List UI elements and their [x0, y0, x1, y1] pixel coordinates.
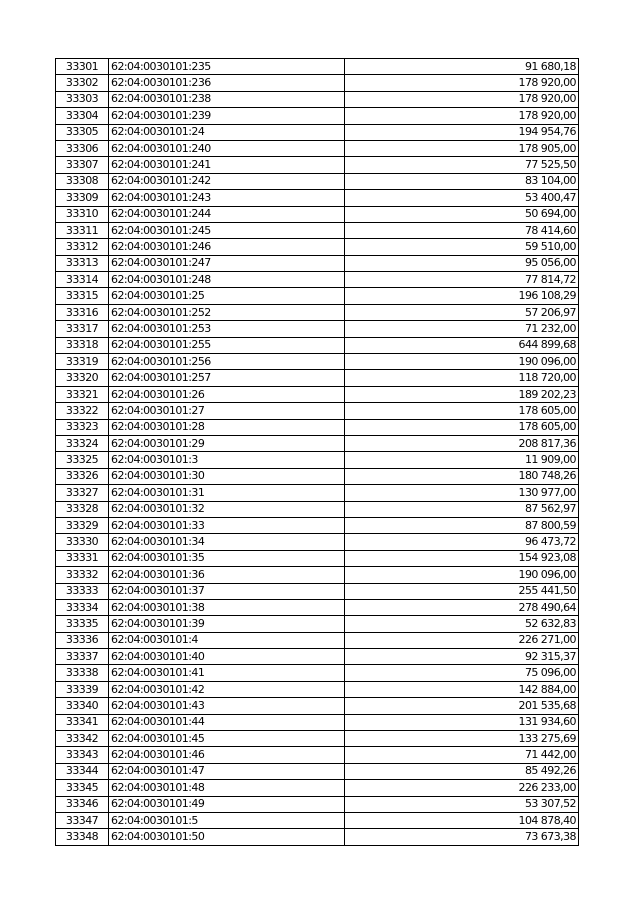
- table-row: [56, 829, 579, 845]
- cadastral-value-cell: 83 104,00: [345, 173, 579, 189]
- cadastral-value-cell: 52 632,83: [345, 616, 579, 632]
- cadastral-value-cell: 644 899,68: [345, 337, 579, 353]
- cadastral-value-table: [55, 58, 579, 846]
- cadastral-value-cell: 131 934,60: [345, 714, 579, 730]
- table-row: [56, 780, 579, 796]
- table-row: [56, 59, 579, 75]
- row-number-cell: 33302: [56, 75, 109, 91]
- cadastral-number-cell: 62:04:0030101:43: [109, 698, 345, 714]
- table-row: [56, 140, 579, 156]
- row-number-cell: 33322: [56, 403, 109, 419]
- cadastral-number-cell: 62:04:0030101:3: [109, 452, 345, 468]
- cadastral-value-cell: 178 920,00: [345, 75, 579, 91]
- row-number-cell: 33327: [56, 485, 109, 501]
- cadastral-number-cell: 62:04:0030101:241: [109, 157, 345, 173]
- table-row: [56, 796, 579, 812]
- row-number-cell: 33306: [56, 140, 109, 156]
- table-row: [56, 255, 579, 271]
- cadastral-value-cell: 11 909,00: [345, 452, 579, 468]
- cadastral-value-cell: 208 817,36: [345, 435, 579, 451]
- cadastral-value-cell: 133 275,69: [345, 731, 579, 747]
- table-row: [56, 517, 579, 533]
- table-row: [56, 435, 579, 451]
- cadastral-number-cell: 62:04:0030101:34: [109, 534, 345, 550]
- cadastral-value-cell: 130 977,00: [345, 485, 579, 501]
- table-row: [56, 403, 579, 419]
- table-row: [56, 354, 579, 370]
- table-row: [56, 452, 579, 468]
- cadastral-value-cell: 77 814,72: [345, 272, 579, 288]
- cadastral-number-cell: 62:04:0030101:50: [109, 829, 345, 845]
- cadastral-value-cell: 57 206,97: [345, 304, 579, 320]
- cadastral-number-cell: 62:04:0030101:28: [109, 419, 345, 435]
- row-number-cell: 33312: [56, 239, 109, 255]
- cadastral-number-cell: 62:04:0030101:246: [109, 239, 345, 255]
- cadastral-value-cell: 142 884,00: [345, 681, 579, 697]
- table-row: [56, 91, 579, 107]
- row-number-cell: 33305: [56, 124, 109, 140]
- cadastral-number-cell: 62:04:0030101:49: [109, 796, 345, 812]
- cadastral-value-cell: 196 108,29: [345, 288, 579, 304]
- cadastral-number-cell: 62:04:0030101:44: [109, 714, 345, 730]
- cadastral-number-cell: 62:04:0030101:253: [109, 321, 345, 337]
- cadastral-number-cell: 62:04:0030101:27: [109, 403, 345, 419]
- cadastral-value-cell: 50 694,00: [345, 206, 579, 222]
- table-row: [56, 583, 579, 599]
- cadastral-number-cell: 62:04:0030101:25: [109, 288, 345, 304]
- cadastral-number-cell: 62:04:0030101:30: [109, 468, 345, 484]
- table-row: [56, 812, 579, 828]
- table-row: [56, 665, 579, 681]
- cadastral-value-cell: 226 233,00: [345, 780, 579, 796]
- cadastral-value-cell: 85 492,26: [345, 763, 579, 779]
- cadastral-number-cell: 62:04:0030101:4: [109, 632, 345, 648]
- row-number-cell: 33323: [56, 419, 109, 435]
- cadastral-value-cell: 180 748,26: [345, 468, 579, 484]
- cadastral-value-cell: 178 920,00: [345, 91, 579, 107]
- cadastral-number-cell: 62:04:0030101:32: [109, 501, 345, 517]
- table-row: [56, 222, 579, 238]
- cadastral-number-cell: 62:04:0030101:236: [109, 75, 345, 91]
- row-number-cell: 33307: [56, 157, 109, 173]
- table-row: [56, 763, 579, 779]
- cadastral-value-cell: 154 923,08: [345, 550, 579, 566]
- row-number-cell: 33346: [56, 796, 109, 812]
- row-number-cell: 33303: [56, 91, 109, 107]
- cadastral-value-cell: 178 920,00: [345, 108, 579, 124]
- cadastral-number-cell: 62:04:0030101:242: [109, 173, 345, 189]
- cadastral-value-cell: 73 673,38: [345, 829, 579, 845]
- row-number-cell: 33304: [56, 108, 109, 124]
- cadastral-number-cell: 62:04:0030101:26: [109, 386, 345, 402]
- table-row: [56, 567, 579, 583]
- cadastral-number-cell: 62:04:0030101:33: [109, 517, 345, 533]
- cadastral-number-cell: 62:04:0030101:42: [109, 681, 345, 697]
- cadastral-value-cell: 226 271,00: [345, 632, 579, 648]
- cadastral-number-cell: 62:04:0030101:47: [109, 763, 345, 779]
- row-number-cell: 33331: [56, 550, 109, 566]
- row-number-cell: 33319: [56, 354, 109, 370]
- cadastral-value-cell: 78 414,60: [345, 222, 579, 238]
- cadastral-number-cell: 62:04:0030101:39: [109, 616, 345, 632]
- cadastral-number-cell: 62:04:0030101:41: [109, 665, 345, 681]
- table-row: [56, 649, 579, 665]
- cadastral-number-cell: 62:04:0030101:247: [109, 255, 345, 271]
- cadastral-number-cell: 62:04:0030101:31: [109, 485, 345, 501]
- cadastral-value-cell: 87 562,97: [345, 501, 579, 517]
- cadastral-value-cell: 59 510,00: [345, 239, 579, 255]
- cadastral-value-cell: 190 096,00: [345, 567, 579, 583]
- cadastral-value-cell: 278 490,64: [345, 599, 579, 615]
- table-row: [56, 288, 579, 304]
- cadastral-number-cell: 62:04:0030101:257: [109, 370, 345, 386]
- table-row: [56, 485, 579, 501]
- row-number-cell: 33325: [56, 452, 109, 468]
- cadastral-number-cell: 62:04:0030101:37: [109, 583, 345, 599]
- cadastral-value-cell: 95 056,00: [345, 255, 579, 271]
- table-body: [56, 59, 579, 846]
- cadastral-value-cell: 104 878,40: [345, 812, 579, 828]
- cadastral-value-cell: 178 905,00: [345, 140, 579, 156]
- cadastral-number-cell: 62:04:0030101:29: [109, 435, 345, 451]
- table-row: [56, 714, 579, 730]
- row-number-cell: 33315: [56, 288, 109, 304]
- row-number-cell: 33336: [56, 632, 109, 648]
- row-number-cell: 33344: [56, 763, 109, 779]
- row-number-cell: 33308: [56, 173, 109, 189]
- table-row: [56, 239, 579, 255]
- table-row: [56, 550, 579, 566]
- table-row: [56, 337, 579, 353]
- row-number-cell: 33313: [56, 255, 109, 271]
- table-row: [56, 534, 579, 550]
- row-number-cell: 33324: [56, 435, 109, 451]
- table-row: [56, 206, 579, 222]
- row-number-cell: 33326: [56, 468, 109, 484]
- cadastral-number-cell: 62:04:0030101:255: [109, 337, 345, 353]
- cadastral-number-cell: 62:04:0030101:244: [109, 206, 345, 222]
- row-number-cell: 33318: [56, 337, 109, 353]
- table-row: [56, 157, 579, 173]
- cadastral-number-cell: 62:04:0030101:36: [109, 567, 345, 583]
- cadastral-value-cell: 92 315,37: [345, 649, 579, 665]
- table-row: [56, 599, 579, 615]
- cadastral-number-cell: 62:04:0030101:5: [109, 812, 345, 828]
- table-row: [56, 632, 579, 648]
- cadastral-value-cell: 96 473,72: [345, 534, 579, 550]
- cadastral-number-cell: 62:04:0030101:256: [109, 354, 345, 370]
- row-number-cell: 33333: [56, 583, 109, 599]
- row-number-cell: 33339: [56, 681, 109, 697]
- table-row: [56, 272, 579, 288]
- row-number-cell: 33340: [56, 698, 109, 714]
- row-number-cell: 33334: [56, 599, 109, 615]
- cadastral-number-cell: 62:04:0030101:38: [109, 599, 345, 615]
- table-row: [56, 698, 579, 714]
- cadastral-number-cell: 62:04:0030101:48: [109, 780, 345, 796]
- cadastral-value-cell: 201 535,68: [345, 698, 579, 714]
- cadastral-number-cell: 62:04:0030101:245: [109, 222, 345, 238]
- table-row: [56, 681, 579, 697]
- row-number-cell: 33301: [56, 59, 109, 75]
- cadastral-value-cell: 118 720,00: [345, 370, 579, 386]
- table-row: [56, 173, 579, 189]
- cadastral-value-cell: 194 954,76: [345, 124, 579, 140]
- table-row: [56, 501, 579, 517]
- table-row: [56, 190, 579, 206]
- cadastral-number-cell: 62:04:0030101:24: [109, 124, 345, 140]
- row-number-cell: 33347: [56, 812, 109, 828]
- table-row: [56, 616, 579, 632]
- row-number-cell: 33314: [56, 272, 109, 288]
- row-number-cell: 33343: [56, 747, 109, 763]
- cadastral-number-cell: 62:04:0030101:235: [109, 59, 345, 75]
- row-number-cell: 33311: [56, 222, 109, 238]
- cadastral-number-cell: 62:04:0030101:40: [109, 649, 345, 665]
- row-number-cell: 33348: [56, 829, 109, 845]
- row-number-cell: 33317: [56, 321, 109, 337]
- cadastral-value-cell: 75 096,00: [345, 665, 579, 681]
- row-number-cell: 33321: [56, 386, 109, 402]
- row-number-cell: 33341: [56, 714, 109, 730]
- cadastral-value-cell: 53 307,52: [345, 796, 579, 812]
- row-number-cell: 33320: [56, 370, 109, 386]
- cadastral-number-cell: 62:04:0030101:46: [109, 747, 345, 763]
- cadastral-number-cell: 62:04:0030101:240: [109, 140, 345, 156]
- row-number-cell: 33332: [56, 567, 109, 583]
- table-row: [56, 124, 579, 140]
- table-row: [56, 370, 579, 386]
- cadastral-value-cell: 178 605,00: [345, 403, 579, 419]
- row-number-cell: 33329: [56, 517, 109, 533]
- cadastral-value-cell: 189 202,23: [345, 386, 579, 402]
- row-number-cell: 33342: [56, 731, 109, 747]
- row-number-cell: 33345: [56, 780, 109, 796]
- table-row: [56, 386, 579, 402]
- cadastral-number-cell: 62:04:0030101:238: [109, 91, 345, 107]
- cadastral-number-cell: 62:04:0030101:35: [109, 550, 345, 566]
- table-row: [56, 75, 579, 91]
- cadastral-value-cell: 87 800,59: [345, 517, 579, 533]
- table-row: [56, 304, 579, 320]
- table-row: [56, 321, 579, 337]
- table-row: [56, 747, 579, 763]
- row-number-cell: 33337: [56, 649, 109, 665]
- cadastral-number-cell: 62:04:0030101:243: [109, 190, 345, 206]
- cadastral-value-cell: 91 680,18: [345, 59, 579, 75]
- table-row: [56, 108, 579, 124]
- table-row: [56, 419, 579, 435]
- cadastral-value-cell: 255 441,50: [345, 583, 579, 599]
- cadastral-value-cell: 190 096,00: [345, 354, 579, 370]
- row-number-cell: 33338: [56, 665, 109, 681]
- cadastral-number-cell: 62:04:0030101:239: [109, 108, 345, 124]
- row-number-cell: 33316: [56, 304, 109, 320]
- table-row: [56, 468, 579, 484]
- cadastral-value-cell: 71 442,00: [345, 747, 579, 763]
- row-number-cell: 33310: [56, 206, 109, 222]
- cadastral-value-cell: 53 400,47: [345, 190, 579, 206]
- cadastral-number-cell: 62:04:0030101:248: [109, 272, 345, 288]
- cadastral-value-cell: 77 525,50: [345, 157, 579, 173]
- row-number-cell: 33330: [56, 534, 109, 550]
- cadastral-number-cell: 62:04:0030101:252: [109, 304, 345, 320]
- cadastral-value-cell: 178 605,00: [345, 419, 579, 435]
- cadastral-value-cell: 71 232,00: [345, 321, 579, 337]
- row-number-cell: 33335: [56, 616, 109, 632]
- row-number-cell: 33309: [56, 190, 109, 206]
- cadastral-number-cell: 62:04:0030101:45: [109, 731, 345, 747]
- row-number-cell: 33328: [56, 501, 109, 517]
- table-row: [56, 731, 579, 747]
